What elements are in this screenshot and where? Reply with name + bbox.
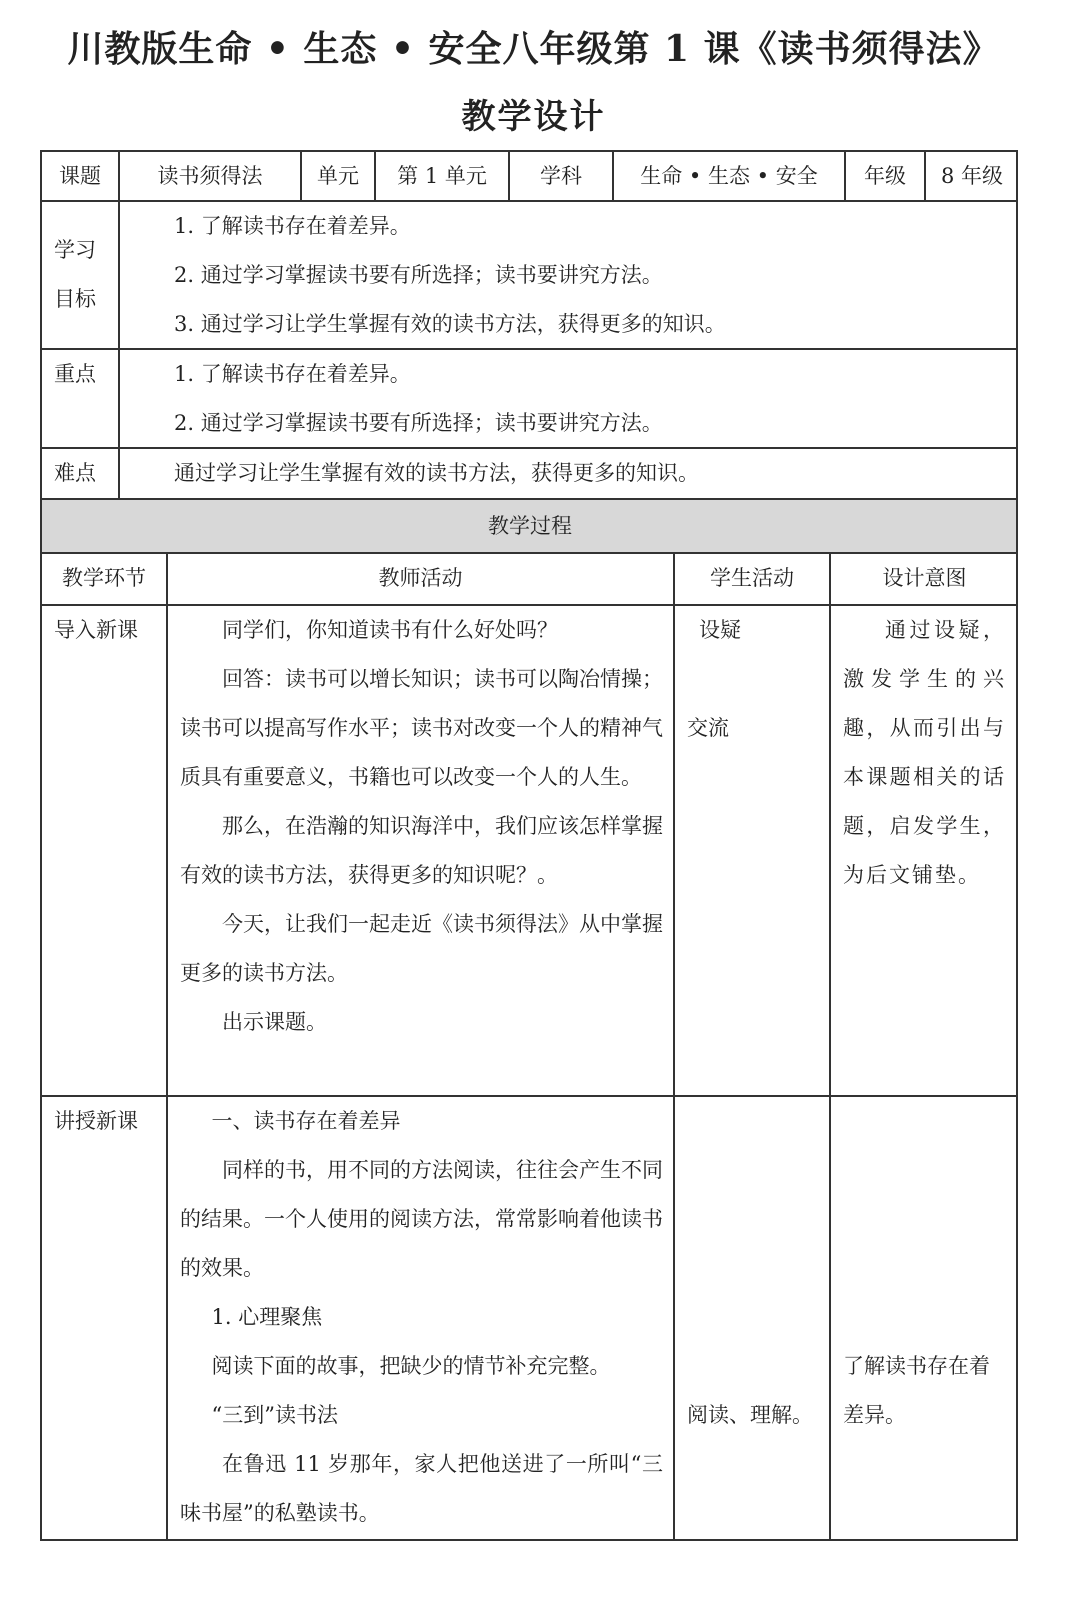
objectives-content — [118, 200, 1018, 348]
teach-student-activity: 阅读、理解。 — [673, 1095, 829, 1541]
unit-value: 第 1 单元 — [374, 150, 508, 200]
topic-label: 课题 — [40, 150, 118, 200]
objective-item: 1. 了解读书存在着差异。 — [174, 214, 411, 238]
story-title: “三到”读书法 — [211, 1403, 338, 1427]
grade-value: 8 年级 — [924, 150, 1018, 200]
teach-stage: 讲授新课 — [40, 1095, 166, 1541]
column-header-student: 学生活动 — [673, 552, 829, 604]
grade-label: 年级 — [844, 150, 924, 200]
intro-teacher-activity — [166, 604, 673, 1095]
subject-value: 生命 • 生态 • 安全 — [612, 150, 844, 200]
teacher-paragraph: 同样的书，用不同的方法阅读，往往会产生不同的结果。一个人使用的阅读方法，常常影响着他读书的效果。 — [180, 1158, 663, 1280]
difficulty-content: 通过学习让学生掌握有效的读书方法，获得更多的知识。 — [118, 447, 1018, 498]
document-title: 川教版生命 • 生态 • 安全八年级第 1 课《读书须得法》 — [67, 28, 1000, 70]
instruction-text: 阅读下面的故事，把缺少的情节补充完整。 — [211, 1354, 611, 1378]
document-subtitle: 教学设计 — [461, 97, 606, 137]
section-title: 一、读书存在着差异 — [211, 1109, 401, 1133]
key-points-content — [118, 348, 1018, 447]
process-header: 教学过程 — [40, 498, 1018, 552]
subsection-title: 1. 心理聚焦 — [211, 1305, 323, 1329]
intro-student-activity — [673, 604, 829, 1095]
teacher-paragraph: 回答：读书可以增长知识；读书可以陶冶情操；读书可以提高写作水平；读书对改变一个人的精神气质具有重要意义，书籍也可以改变一个人的人生。 — [180, 667, 663, 789]
subject-label: 学科 — [508, 150, 612, 200]
intro-stage: 导入新课 — [40, 604, 166, 1095]
difficulty-label: 难点 — [40, 447, 118, 498]
key-point-item: 1. 了解读书存在着差异。 — [174, 362, 411, 386]
intro-design-intent: 通过设疑，激发学生的兴趣，从而引出与本课题相关的话题，启发学生，为后文铺垫。 — [829, 604, 1018, 1095]
teacher-paragraph: 出示课题。 — [222, 1010, 327, 1034]
objective-item: 3. 通过学习让学生掌握有效的读书方法，获得更多的知识。 — [174, 312, 726, 336]
unit-label: 单元 — [300, 150, 374, 200]
student-activity-discuss: 交流 — [687, 716, 729, 740]
student-activity-question: 设疑 — [699, 618, 741, 642]
teacher-paragraph: 今天，让我们一起走近《读书须得法》从中掌握更多的读书方法。 — [180, 912, 663, 985]
key-points-label: 重点 — [40, 348, 118, 447]
objectives-label: 学习 目标 — [40, 200, 118, 348]
key-point-item: 2. 通过学习掌握读书要有所选择；读书要讲究方法。 — [174, 411, 663, 435]
story-text: 在鲁迅 11 岁那年，家人把他送进了一所叫“三味书屋”的私塾读书。 — [180, 1452, 663, 1525]
column-header-intent: 设计意图 — [829, 552, 1018, 604]
teacher-paragraph: 同学们，你知道读书有什么好处吗？ — [222, 618, 558, 642]
topic-value: 读书须得法 — [118, 150, 300, 200]
column-header-teacher: 教师活动 — [166, 552, 673, 604]
teach-teacher-activity — [166, 1095, 673, 1541]
teacher-paragraph: 那么，在浩瀚的知识海洋中，我们应该怎样掌握有效的读书方法，获得更多的知识呢？。 — [180, 814, 663, 887]
teach-design-intent: 了解读书存在着差异。 — [829, 1095, 1018, 1541]
column-header-stage: 教学环节 — [40, 552, 166, 604]
objective-item: 2. 通过学习掌握读书要有所选择；读书要讲究方法。 — [174, 263, 663, 287]
